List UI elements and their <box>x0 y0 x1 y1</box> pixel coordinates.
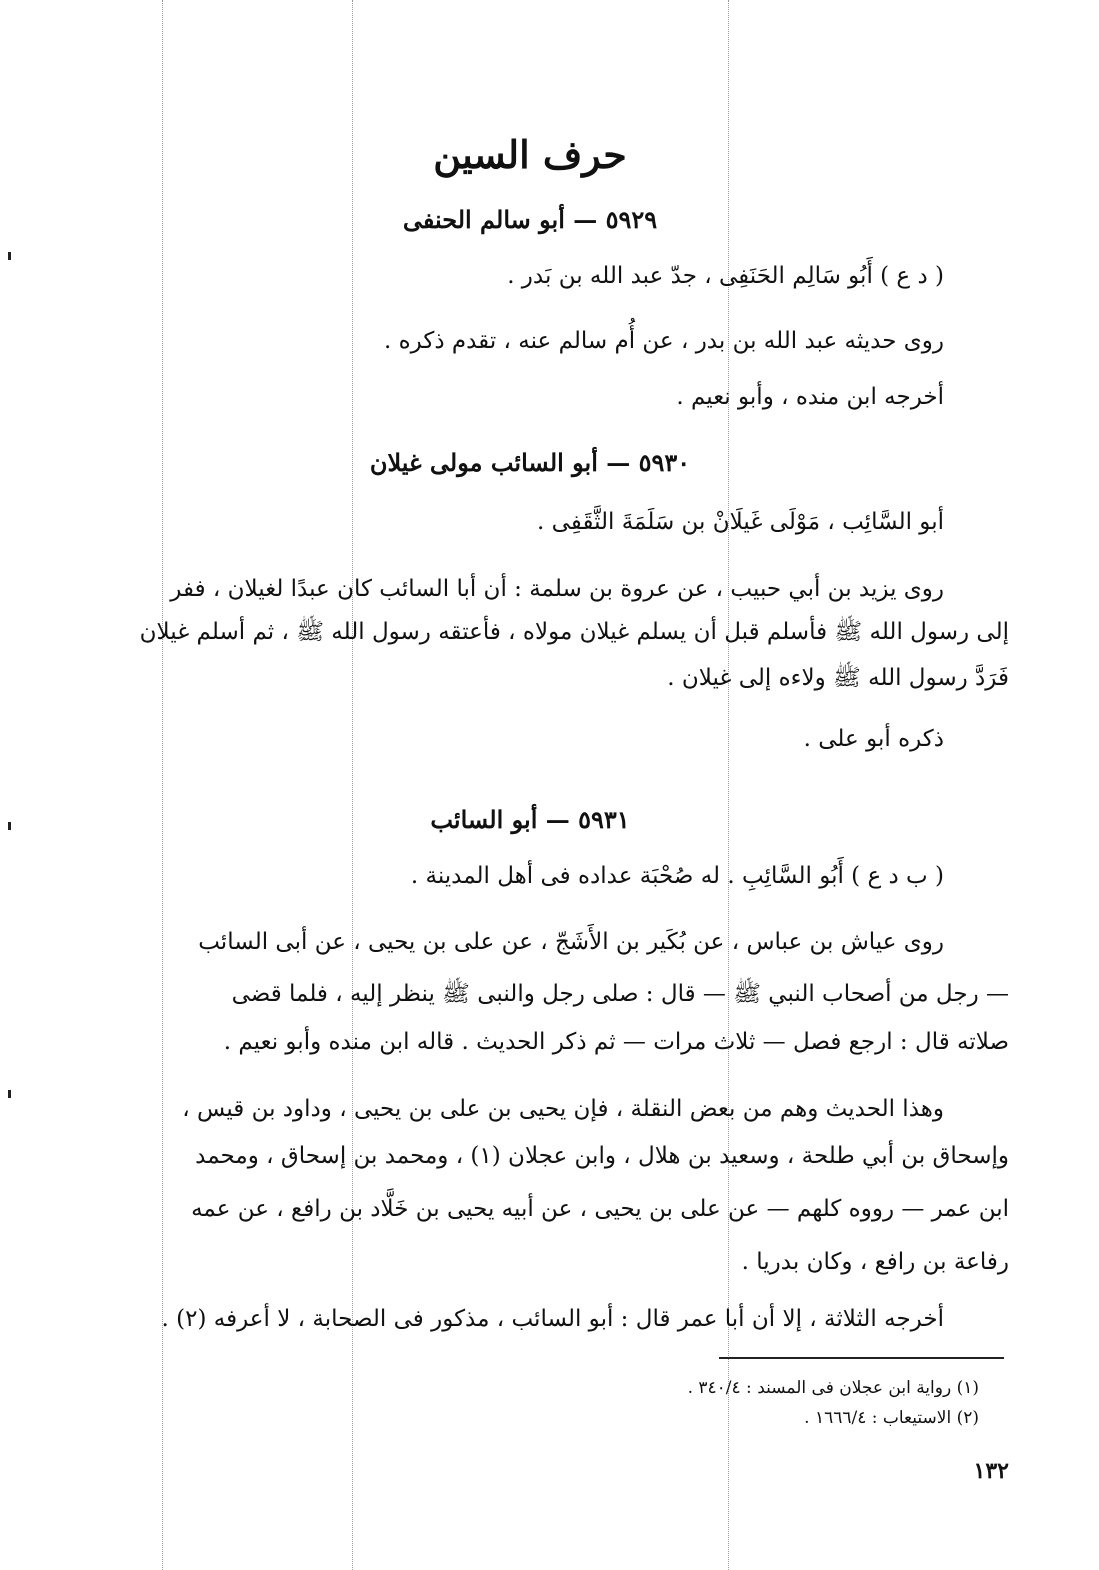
page-number: ١٣٢ <box>973 1458 1009 1484</box>
entry-text-line: ذكره أبو على . <box>803 726 944 752</box>
entry-text-line: فَرَدَّ رسول الله ﷺ ولاءه إلى غيلان . <box>667 665 1009 691</box>
entry-text-line: وإسحاق بن أبي طلحة ، وسعيد بن هلال ، وابن عجلان (١) ، ومحمد بن إسحاق ، ومحمد <box>195 1143 1009 1169</box>
entry-text-line: ( د ع ) أَبُو سَالِم الحَنَفِى ، جدّ عبد الله بن بَدر . <box>507 263 944 289</box>
footnote: (٢) الاستيعاب : ١٦٦٦/٤ . <box>804 1408 979 1428</box>
entry-text-line: روى عياش بن عباس ، عن بُكَير بن الأَشَجّ ، عن على بن يحيى ، عن أبى السائب <box>198 929 944 955</box>
footnote-divider <box>719 1357 1004 1359</box>
footnote: (١) رواية ابن عجلان فى المسند : ٣٤٠/٤ . <box>687 1378 979 1398</box>
entry-text-line: وهذا الحديث وهم من بعض النقلة ، فإن يحيى بن على بن يحيى ، وداود بن قيس ، <box>182 1096 944 1122</box>
entry-text-line: ابن عمر — رووه كلهم — عن على بن يحيى ، عن أبيه يحيى بن خَلَّاد بن رافع ، عن عمه <box>191 1196 1009 1222</box>
entry-text-line: ( ب د ع ) أَبُو السَّائِبِ . له صُحْبَة عداده فى أهل المدينة . <box>410 863 944 889</box>
entry-text-line: روى يزيد بن أبي حبيب ، عن عروة بن سلمة : أن أبا السائب كان عبدًا لغيلان ، ففر <box>170 576 944 602</box>
scan-mark <box>8 252 11 260</box>
entry-heading: ٥٩٣٠ — أبو السائب مولى غيلان <box>369 448 691 477</box>
entry-heading: ٥٩٣١ — أبو السائب <box>430 805 630 834</box>
entry-text-line: أبو السَّائِب ، مَوْلَى غَيلَانْ بن سَلَمَةَ الثَّقَفِى . <box>537 509 944 535</box>
entry-text-line: أخرجه ابن منده ، وأبو نعيم . <box>676 384 944 410</box>
entry-text-line: أخرجه الثلاثة ، إلا أن أبا عمر قال : أبو السائب ، مذكور فى الصحابة ، لا أعرفه (٢) . <box>161 1306 944 1332</box>
page-title: حرف السين <box>433 132 627 177</box>
scan-mark <box>8 1090 11 1098</box>
entry-text-line: روى حديثه عبد الله بن بدر ، عن أُم سالم عنه ، تقدم ذكره . <box>384 328 944 354</box>
entry-text-line: رفاعة بن رافع ، وكان بدريا . <box>741 1249 1009 1275</box>
entry-text-line: إلى رسول الله ﷺ فأسلم قبل أن يسلم غيلان مولاه ، فأعتقه رسول الله ﷺ ، ثم أسلم غيلان <box>139 619 1009 645</box>
entry-text-line: صلاته قال : ارجع فصل — ثلاث مرات — ثم ذكر الحديث . قاله ابن منده وأبو نعيم . <box>223 1029 1009 1055</box>
entry-text-line: — رجل من أصحاب النبي ﷺ — قال : صلى رجل والنبى ﷺ ينظر إليه ، فلما قضى <box>231 981 1009 1007</box>
entry-heading: ٥٩٢٩ — أبو سالم الحنفى <box>402 205 658 234</box>
